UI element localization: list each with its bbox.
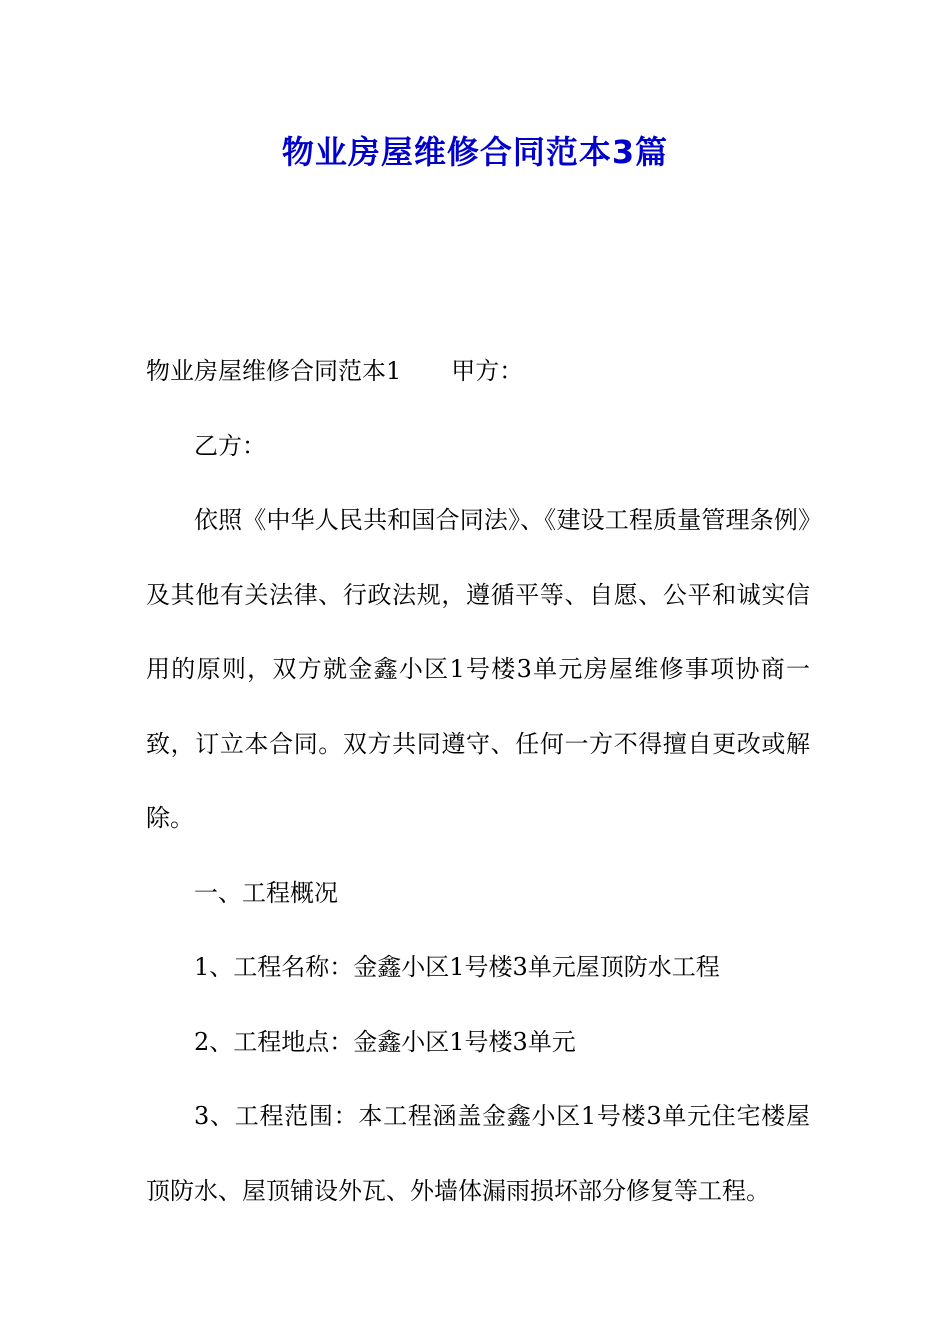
item-project-name: 1、工程名称：金鑫小区1号楼3单元屋顶防水工程 <box>194 953 720 981</box>
item-project-scope: 3、工程范围：本工程涵盖金鑫小区1号楼3单元住宅楼屋顶防水、屋顶铺设外瓦、外墙体漏雨损坏部分修复等工程。 <box>146 1102 810 1205</box>
first-line <box>146 334 810 409</box>
section-heading: 一、工程概况 <box>194 878 338 907</box>
section-label: 物业房屋维修合同范本1 <box>146 357 402 385</box>
document-body <box>146 334 810 1228</box>
party-a-label: 甲方： <box>451 357 524 385</box>
party-b-label: 乙方： <box>194 431 266 460</box>
document-title: 物业房屋维修合同范本3篇 <box>281 133 669 171</box>
intro-paragraph: 依照《中华人民共和国合同法》、《建设工程质量管理条例》及其他有关法律、行政法规，遵循平等、自愿、公平和诚实信用的原则，双方就金鑫小区1号楼3单元房屋维修事项协商一致，订立本合同。双方共同遵守、任何一方不得擅自更改或解除。 <box>146 506 810 832</box>
item-project-location: 2、工程地点：金鑫小区1号楼3单元 <box>194 1027 576 1056</box>
